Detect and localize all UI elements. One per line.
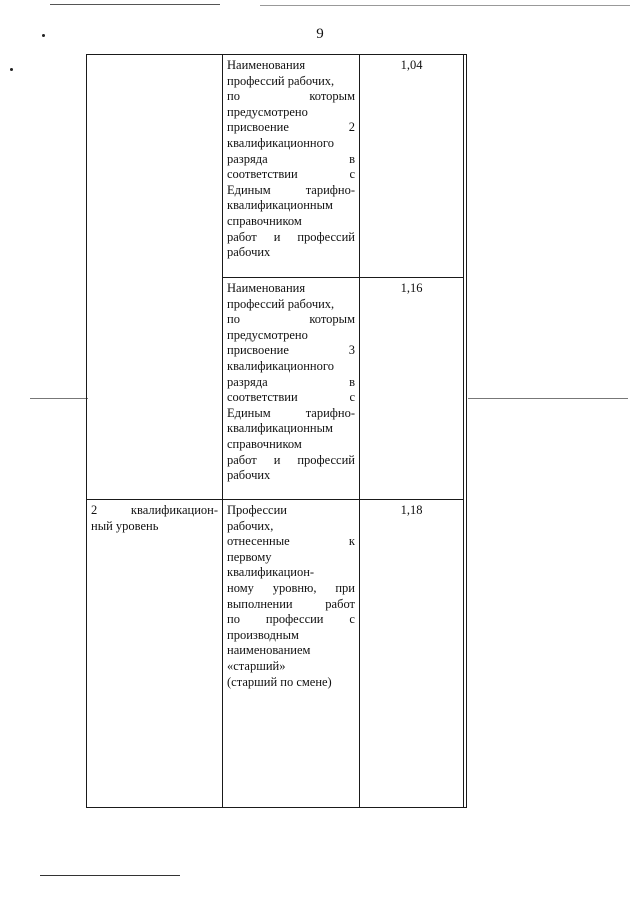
text-line: рабочих: [227, 468, 271, 483]
text-line: Наименования: [227, 281, 306, 295]
text-line: Наименования: [227, 58, 306, 72]
text-line: справочником: [227, 436, 302, 451]
word: разряда: [227, 374, 268, 389]
text-line: наименованием: [227, 643, 311, 658]
text-line: предусмотрено: [227, 104, 308, 119]
word: профессии: [265, 612, 324, 627]
text-line: [227, 152, 355, 168]
word: по: [227, 312, 240, 327]
word: по: [227, 612, 240, 627]
text-line: [227, 89, 355, 105]
word: тарифно-: [305, 405, 355, 420]
word: работ: [227, 452, 257, 467]
text-line: квалификацион-: [227, 565, 315, 580]
word: тарифно-: [305, 182, 355, 197]
word: и: [273, 229, 281, 244]
profession-name-cell: [223, 278, 360, 500]
word: по: [227, 89, 240, 104]
scan-line-top-right: [260, 5, 630, 6]
text-line: квалификационным: [227, 421, 333, 436]
word: ному: [227, 580, 254, 595]
text-line: предусмотрено: [227, 327, 308, 342]
qualification-level-cell: [87, 55, 223, 500]
word: с: [349, 612, 355, 627]
text-line: профессий рабочих,: [227, 296, 335, 311]
text-line: [227, 120, 355, 136]
text-line: [227, 167, 355, 183]
word: 2: [91, 503, 98, 517]
text-line: [227, 343, 355, 359]
text-line: производным: [227, 627, 299, 642]
text-line: квалификационного: [227, 135, 334, 150]
text-line: квалификационного: [227, 358, 334, 373]
word: присвоение: [227, 120, 289, 135]
coefficient-cell: 1,04: [360, 55, 464, 278]
profession-name-cell: [223, 500, 360, 808]
scan-line-bottom-left: [40, 875, 180, 876]
word: профессий: [297, 452, 355, 467]
word: с: [349, 390, 355, 405]
word: 3: [348, 343, 355, 358]
text-line: [91, 503, 218, 519]
text-line: [227, 581, 355, 597]
scan-fold-line-right: [468, 398, 628, 399]
document-table: [86, 54, 467, 808]
scan-fold-line-left: [30, 398, 88, 399]
text-line: [227, 406, 355, 422]
word: Единым: [227, 182, 271, 197]
text-line: [227, 312, 355, 328]
table-body: [87, 55, 467, 808]
text-line: ный уровень: [91, 518, 159, 533]
word: к: [348, 534, 355, 549]
profession-name-cell: [223, 55, 360, 278]
coefficient-cell: 1,18: [360, 500, 464, 808]
word: 2: [348, 120, 355, 135]
word: соответствии: [227, 167, 298, 182]
word: в: [349, 374, 355, 389]
text-line: (старший по смене): [227, 674, 332, 689]
word: отнесенные: [227, 534, 290, 549]
text-line: рабочих: [227, 245, 271, 260]
text-line: [227, 390, 355, 406]
empty-cell: [464, 55, 467, 808]
qualification-level-cell: [87, 500, 223, 808]
table-row: [87, 55, 467, 278]
word: при: [335, 580, 355, 595]
text-line: «старший»: [227, 658, 286, 673]
word: разряда: [227, 151, 268, 166]
text-line: квалификационным: [227, 198, 333, 213]
scan-dot: [10, 68, 13, 71]
text-line: [227, 453, 355, 469]
word: уровню,: [272, 580, 317, 595]
text-line: [227, 612, 355, 628]
word: работ: [227, 229, 257, 244]
page-number: 9: [316, 26, 324, 42]
word: присвоение: [227, 343, 289, 358]
word: профессий: [297, 229, 355, 244]
text-line: [227, 230, 355, 246]
text-line: Профессии: [227, 503, 287, 517]
text-line: [227, 597, 355, 613]
word: и: [273, 452, 281, 467]
word: Единым: [227, 405, 271, 420]
word: соответствии: [227, 390, 298, 405]
text-line: справочником: [227, 213, 302, 228]
coefficient-cell: 1,16: [360, 278, 464, 500]
word: которым: [309, 312, 355, 327]
text-line: [227, 183, 355, 199]
scan-dot: [42, 34, 45, 37]
word: работ: [325, 596, 355, 611]
table-row: [87, 500, 467, 808]
text-line: профессий рабочих,: [227, 73, 335, 88]
text-line: [227, 534, 355, 550]
text-line: первому: [227, 549, 272, 564]
scan-line-top-left: [50, 4, 220, 5]
word: которым: [309, 89, 355, 104]
word: в: [349, 151, 355, 166]
text-line: рабочих,: [227, 518, 274, 533]
word: квалификацион-: [130, 503, 218, 517]
word: с: [349, 167, 355, 182]
text-line: [227, 375, 355, 391]
word: выполнении: [227, 596, 293, 611]
